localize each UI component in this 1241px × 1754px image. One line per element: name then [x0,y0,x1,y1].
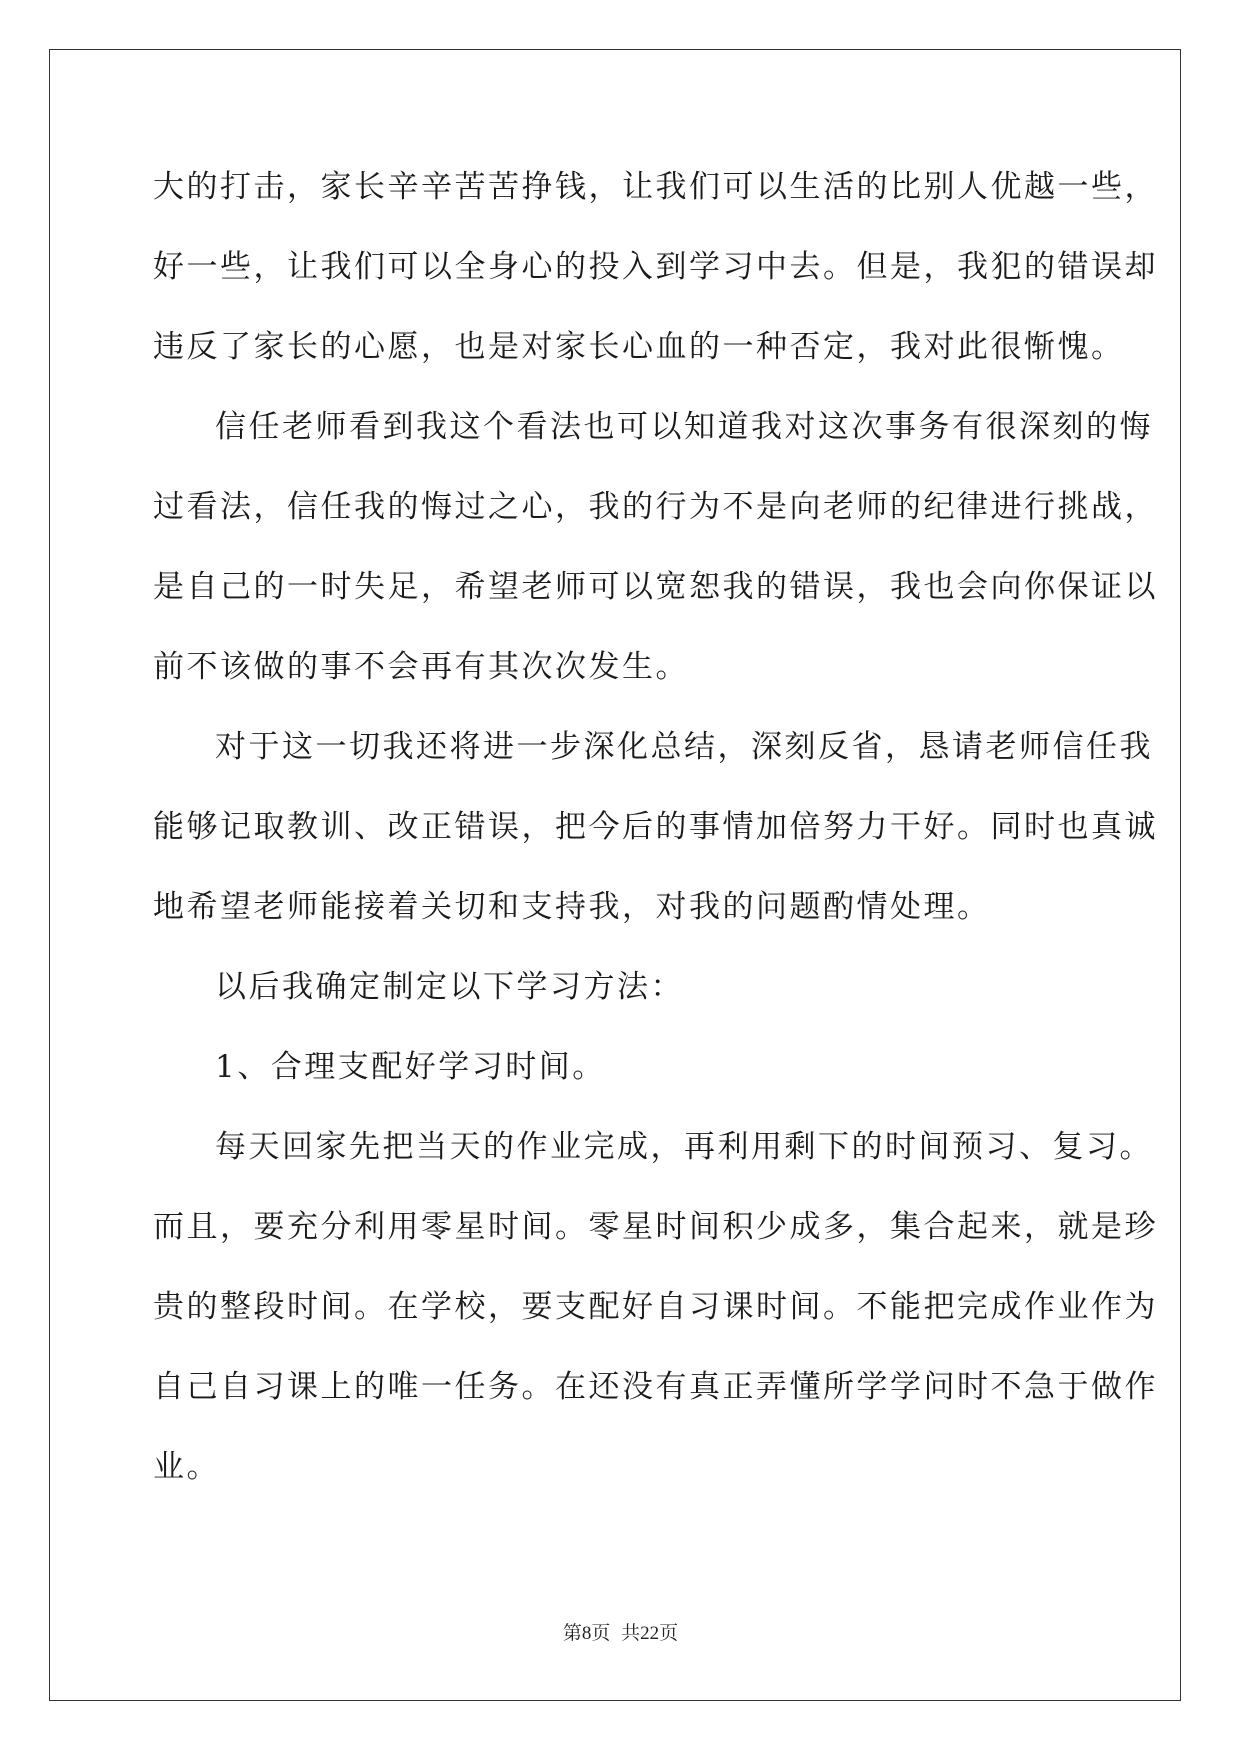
text-line: 好一些，让我们可以全身心的投入到学习中去。但是，我犯的错误却 [153,249,1158,285]
page-footer [0,1618,1241,1645]
text-line: 贵的整段时间。在学校，要支配好自习课时间。不能把完成作业作为 [153,1289,1158,1325]
text-line: 违反了家长的心愿，也是对家长心血的一种否定，我对此很惭愧。 [153,329,1125,365]
paragraph-first-line: 每天回家先把当天的作业完成，再利用剩下的时间预习、复习。 [215,1129,1153,1165]
text-line: 而且，要充分利用零星时间。零星时间积少成多，集合起来，就是珍 [153,1209,1158,1245]
document-body [153,160,1158,1520]
paragraph-first-line: 对于这一切我还将进一步深化总结，深刻反省，恳请老师信任我 [215,729,1153,765]
text-line: 前不该做的事不会再有其次次发生。 [153,649,689,685]
text-line: 业。 [153,1449,220,1485]
paragraph-first-line: 信任老师看到我这个看法也可以知道我对这次事务有很深刻的悔 [215,409,1153,445]
list-item-heading: 1、合理支配好学习时间。 [215,1049,606,1085]
text-line: 地希望老师能接着关切和支持我，对我的问题酌情处理。 [153,889,991,925]
text-line: 能够记取教训、改正错误，把今后的事情加倍努力干好。同时也真诚 [153,809,1158,845]
text-line: 大的打击，家长辛辛苦苦挣钱，让我们可以生活的比别人优越一些， [153,169,1158,205]
text-line: 自己自习课上的唯一任务。在还没有真正弄懂所学学问时不急于做作 [153,1369,1158,1405]
text-line: 过看法，信任我的悔过之心，我的行为不是向老师的纪律进行挑战， [153,489,1158,525]
total-page-count: 共22页 [621,1623,679,1644]
text-line: 是自己的一时失足，希望老师可以宽恕我的错误，我也会向你保证以 [153,569,1158,605]
current-page-number: 第8页 [562,1623,611,1644]
paragraph-first-line: 以后我确定制定以下学习方法： [215,969,684,1005]
